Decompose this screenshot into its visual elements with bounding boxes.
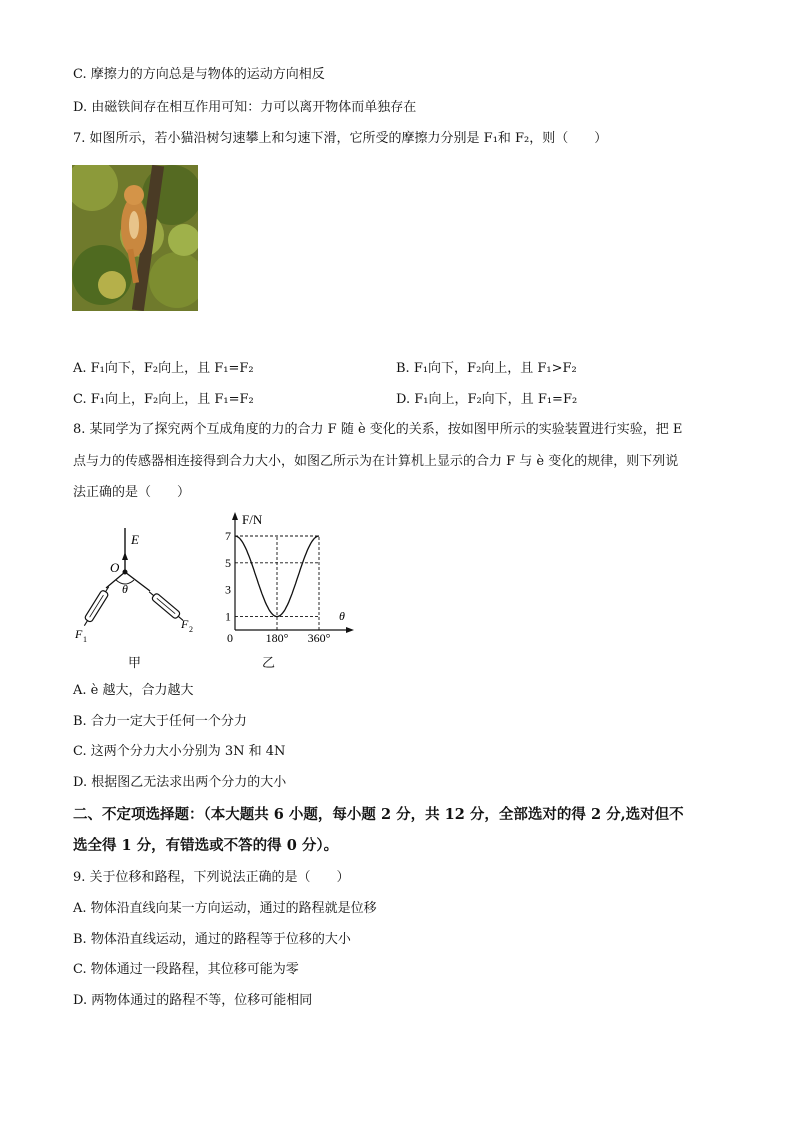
x-tick-label: 360° — [307, 631, 331, 645]
y-tick-label: 3 — [225, 582, 231, 597]
spring-scale-right — [147, 589, 186, 623]
label-e: E — [131, 532, 139, 547]
q8-stem-line2: 点与力的传感器相连接得到合力大小，如图乙所示为在计算机上显示的合力 F 与 è 变化的规律，则下列说 — [73, 454, 679, 469]
q8-option-d: D. 根据图乙无法求出两个分力的大小 — [73, 775, 287, 790]
x-axis-label: θ — [339, 609, 345, 623]
q9-option-b: B. 物体沿直线运动，通过的路程等于位移的大小 — [73, 932, 351, 947]
label-f1: F — [75, 627, 83, 641]
label-o: O — [110, 560, 120, 575]
label-theta: θ — [122, 582, 128, 596]
spring-scale-left — [81, 585, 112, 628]
apparatus-figure-jia — [66, 522, 206, 652]
q9-option-d: D. 两物体通过的路程不等，位移可能相同 — [73, 993, 313, 1008]
label-f2-sub: 2 — [189, 625, 193, 634]
label-f2: F — [181, 617, 189, 631]
q6-option-d: D. 由磁铁间存在相互作用可知：力可以离开物体而单独存在 — [73, 100, 417, 115]
q8-option-c: C. 这两个分力大小分别为 3N 和 4N — [73, 744, 286, 759]
y-axis-label: F/N — [242, 512, 263, 527]
y-axis-arrow-icon — [232, 512, 238, 520]
y-tick-label: 5 — [225, 555, 231, 570]
q8-option-b: B. 合力一定大于任何一个分力 — [73, 714, 247, 729]
cat-on-tree-photo — [72, 165, 198, 311]
q7-option-c: C. F₁向上，F₂向上，且 F₁=F₂ — [73, 392, 254, 407]
label-f1-sub: 1 — [83, 635, 87, 644]
caption-jia: 甲 — [128, 656, 142, 671]
y-tick-label: 1 — [225, 609, 231, 624]
q9-option-c: C. 物体通过一段路程，其位移可能为零 — [73, 962, 299, 977]
q8-stem-line3: 法正确的是（ ） — [73, 485, 191, 500]
q9-option-a: A. 物体沿直线向某一方向运动，通过的路程就是位移 — [73, 901, 377, 916]
force-angle-chart-yi — [222, 508, 360, 648]
q9-stem: 9. 关于位移和路程，下列说法正确的是（ ） — [73, 870, 350, 885]
q7-option-b: B. F₁向下，F₂向上，且 F₁>F₂ — [396, 361, 577, 376]
section2-heading-line2: 选全得 1 分，有错选或不答的得 0 分）。 — [73, 837, 339, 854]
q8-option-a: A. è 越大，合力越大 — [73, 683, 194, 698]
q8-stem-line1: 8. 某同学为了探究两个互成角度的力的合力 F 随 è 变化的关系，按如图甲所示的实验装置进行实验，把 E — [73, 422, 683, 437]
q7-option-a: A. F₁向下，F₂向上，且 F₁=F₂ — [73, 361, 254, 376]
caption-yi: 乙 — [262, 656, 276, 671]
q6-option-c: C. 摩擦力的方向总是与物体的运动方向相反 — [73, 67, 325, 82]
x-tick-label: 180° — [265, 631, 289, 645]
origin-label: 0 — [227, 631, 233, 645]
up-arrow-icon — [122, 552, 128, 560]
section2-heading-line1: 二、不定项选择题：（本大题共 6 小题，每小题 2 分，共 12 分，全部选对的得 2 分,选对但不 — [73, 806, 684, 823]
y-tick-label: 7 — [225, 529, 231, 543]
x-axis-arrow-icon — [346, 627, 354, 633]
q7-option-d: D. F₁向上，F₂向下，且 F₁=F₂ — [396, 392, 578, 407]
q7-stem: 7. 如图所示，若小猫沿树匀速攀上和匀速下滑，它所受的摩擦力分别是 F₁和 F₂，则（ ） — [73, 131, 608, 146]
